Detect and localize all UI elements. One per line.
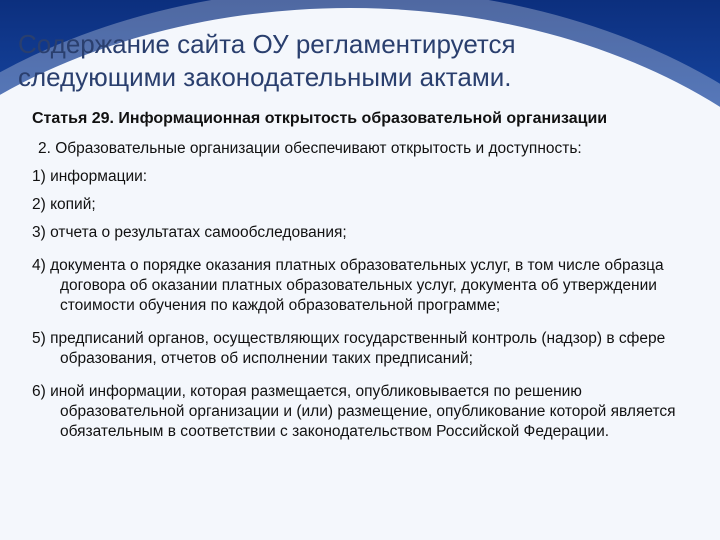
slide-title-line-2: следующими законодательными актами. bbox=[18, 62, 512, 92]
intro-paragraph: 2. Образовательные организации обеспечивают открытость и доступность: bbox=[38, 140, 582, 157]
list-item: 4) документа о порядке оказания платных образовательных услуг, в том числе образца договора об оказании платных образовательных услуг, документа об утверждении стоимости обучения по каждой образовательной программе; bbox=[32, 257, 664, 314]
list-item: 5) предписаний органов, осуществляющих государственный контроль (надзор) в сфере образования, отчетов об исполнении таких предписаний; bbox=[32, 330, 666, 367]
slide-title-line-1: Содержание сайта ОУ регламентируется bbox=[18, 29, 516, 59]
list-item: 3) отчета о результатах самообследования; bbox=[32, 224, 347, 241]
slide-title bbox=[18, 28, 618, 94]
list-item: 2) копий; bbox=[32, 196, 96, 213]
list-item: 6) иной информации, которая размещается, опубликовывается по решению образовательной организации и (или) размещение, опубликование которой является обязательным в соответствии с законодательством Российской Федерации. bbox=[32, 383, 676, 440]
list-item: 1) информации: bbox=[32, 168, 148, 185]
article-heading: Статья 29. Информационная открытость образовательной организации bbox=[32, 110, 608, 127]
slide-body bbox=[32, 108, 697, 455]
